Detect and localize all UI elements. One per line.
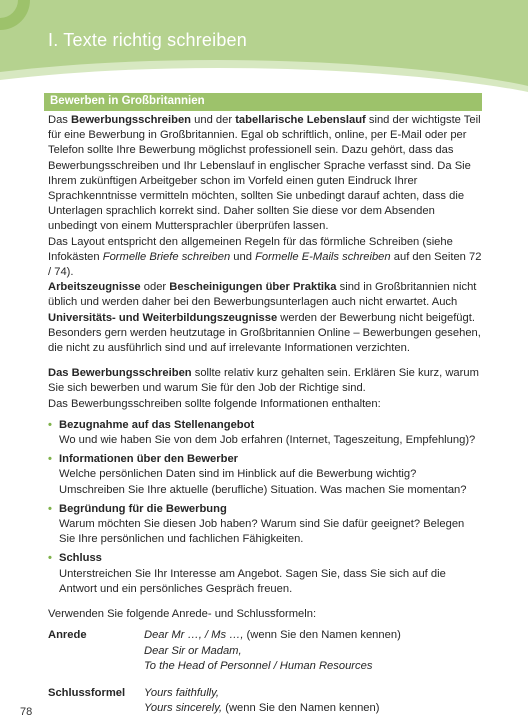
anrede-term: Anrede	[48, 629, 87, 642]
anrede-examples: Dear Mr …, / Ms …, (wenn Sie den Namen kennen) Dear Sir or Madam, To the Head of Personnel / Human Resources	[144, 629, 401, 672]
letter-intro-paragraph: Das Bewerbungsschreiben sollte relativ kurz gehalten sein. Erklären Sie kurz, warum Sie sich bewerben und warum Sie für den Job der Richtige sind.	[48, 367, 479, 395]
schluss-term: Schlussformel	[48, 686, 126, 699]
list-item	[48, 551, 482, 597]
list-item	[48, 418, 482, 448]
table-row	[48, 686, 401, 716]
list-item-title: Informationen über den Bewerber	[59, 453, 239, 466]
intro-paragraph: Das Bewerbungsschreiben und der tabellarische Lebenslauf sind der wichtigste Teil für eine Bewerbung in Großbritannien. Egal ob schriftlich, online, per E-Mail oder per Telefon sollte Ihre Bewerbung möglichst professionell sein. Dazu gehört, dass das Bewerbungsschreiben und Ihr Lebenslauf in englischer Sprache verfasst sind. Da Sie Ihrem zukünftigen Arbeitgeber schon im Vorfeld einen guten Eindruck Ihrer Sprachkenntnisse vermitteln möchten, sollten Sie unbedingt darauf achten, dass die Unterlagen sprachlich korrekt sind. Daher sollten Sie diese vor dem Absenden unbedingt von einem Muttersprachler überprüfen lassen.	[48, 114, 481, 233]
formulas-table	[48, 628, 401, 716]
list-item-text: Wo und wie haben Sie von dem Job erfahren (Internet, Tageszeitung, Empfehlung)?	[59, 434, 476, 447]
bullet-icon: •	[48, 453, 52, 466]
list-item	[48, 502, 482, 548]
list-item-text: Unterstreichen Sie Ihr Interesse am Angebot. Sagen Sie, dass Sie sich auf die Antwort und ein persönliches Gespräch freuen.	[59, 567, 446, 595]
letter-contents-list	[48, 418, 482, 597]
list-item-title: Schluss	[59, 552, 102, 565]
list-item-text: Welche persönlichen Daten sind im Hinblick auf die Bewerbung wichtig? Umschreiben Sie Ihre aktuelle (berufliche) Situation. Was machen Sie momentan?	[59, 468, 467, 496]
table-row	[48, 628, 401, 674]
bullet-icon: •	[48, 418, 52, 431]
section-heading-bar	[44, 93, 482, 111]
list-item-title: Begründung für die Bewerbung	[59, 502, 227, 515]
bullet-icon: •	[48, 552, 52, 565]
layout-paragraph: Das Layout entspricht den allgemeinen Regeln für das förmliche Schreiben (siehe Infokästen Formelle Briefe schreiben und Formelle E-Mails schreiben auf den Seiten 72 / 74).	[48, 235, 482, 279]
page-number: 78	[20, 706, 33, 718]
chapter-title: I. Texte richtig schreiben	[48, 30, 247, 50]
section-title: Bewerben in Großbritannien	[50, 95, 205, 107]
formulas-intro: Verwenden Sie folgende Anrede- und Schlussformeln:	[48, 608, 317, 621]
main-content	[48, 113, 482, 716]
schluss-examples: Yours faithfully, Yours sincerely, (wenn Sie den Namen kennen)	[144, 686, 380, 715]
certificates-paragraph: Arbeitszeugnisse oder Bescheinigungen über Praktika sind in Großbritannien nicht üblich und werden daher bei den Bewerbungsunterlagen auch nicht erwartet. Auch Universitäts- und Weiterbildungszeugnisse werden der Bewerbung nicht beigefügt. Besonders gern werden heutzutage in Großbritannien Online – Bewerbungen gesehen, die nicht zu ausführlich sind und auf irrelevante Informationen verzichten.	[48, 281, 481, 355]
list-item-title: Bezugnahme auf das Stellenangebot	[59, 418, 255, 431]
bullet-icon: •	[48, 502, 52, 515]
list-item-text: Warum möchten Sie diesen Job haben? Warum sind Sie dafür geeignet? Belegen Sie Ihre persönlichen und fachlichen Fähigkeiten.	[59, 518, 465, 546]
chapter-header	[0, 0, 528, 92]
letter-contents-intro: Das Bewerbungsschreiben sollte folgende Informationen enthalten:	[48, 397, 381, 410]
list-item	[48, 452, 482, 498]
